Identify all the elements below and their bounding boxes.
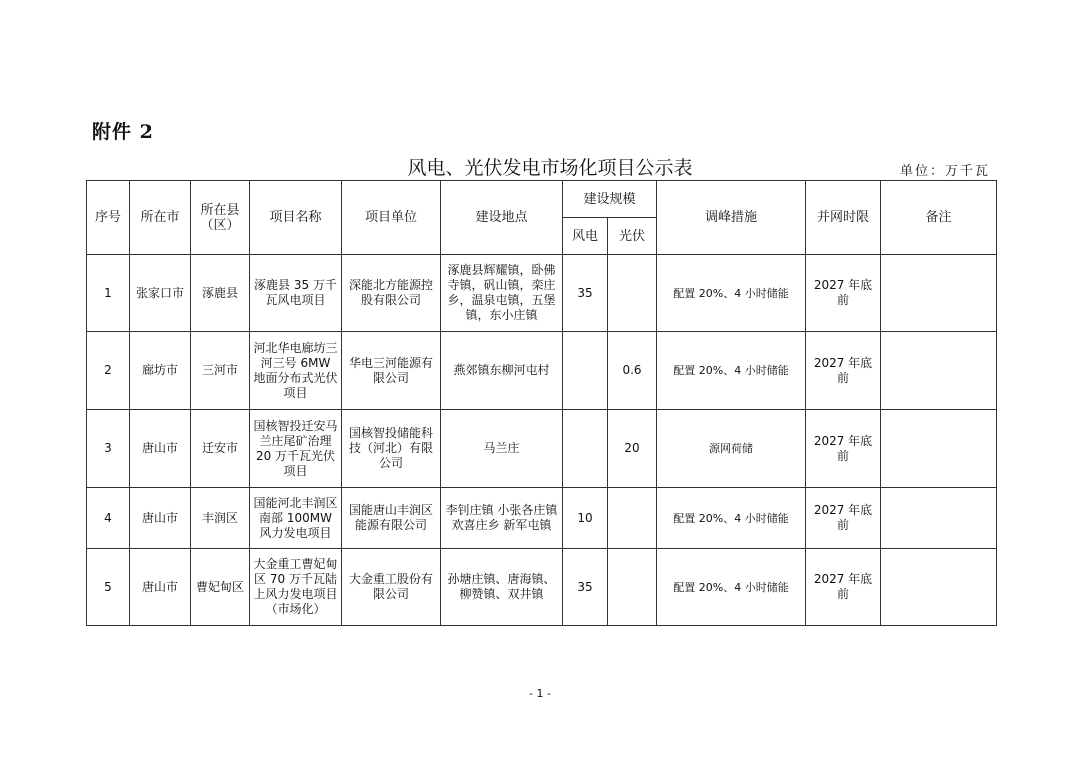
table-row (87, 410, 997, 488)
cell-city: 廊坊市 (130, 332, 191, 410)
cell-location: 燕郊镇东柳河屯村 (441, 332, 563, 410)
cell-remark (881, 332, 997, 410)
cell-remark (881, 549, 997, 626)
cell-seq: 5 (87, 549, 130, 626)
cell-solar (608, 255, 657, 332)
header-seq: 序号 (87, 181, 130, 255)
cell-solar: 20 (608, 410, 657, 488)
cell-company: 大金重工股份有限公司 (342, 549, 441, 626)
cell-grid-deadline: 2027 年底前 (806, 410, 881, 488)
cell-seq: 4 (87, 488, 130, 549)
cell-remark (881, 255, 997, 332)
cell-wind: 35 (563, 549, 608, 626)
cell-grid-deadline: 2027 年底前 (806, 332, 881, 410)
cell-grid-deadline: 2027 年底前 (806, 255, 881, 332)
cell-peak-measures: 配置 20%、4 小时储能 (657, 488, 806, 549)
cell-remark (881, 488, 997, 549)
header-location: 建设地点 (441, 181, 563, 255)
unit-label: 单位：万千瓦 (899, 164, 990, 179)
cell-wind: 10 (563, 488, 608, 549)
cell-peak-measures: 配置 20%、4 小时储能 (657, 332, 806, 410)
cell-company: 深能北方能源控股有限公司 (342, 255, 441, 332)
cell-solar (608, 488, 657, 549)
header-grid-deadline: 并网时限 (806, 181, 881, 255)
cell-location: 李钊庄镇 小张各庄镇 欢喜庄乡 新军屯镇 (441, 488, 563, 549)
table-row (87, 549, 997, 626)
header-peak-measures: 调峰措施 (657, 181, 806, 255)
header-scale: 建设规模 (563, 181, 657, 218)
header-solar: 光伏 (608, 218, 657, 255)
header-remark: 备注 (881, 181, 997, 255)
header-wind: 风电 (563, 218, 608, 255)
header-city: 所在市 (130, 181, 191, 255)
attachment-label: 附件 2 (92, 121, 154, 143)
cell-seq: 1 (87, 255, 130, 332)
cell-peak-measures: 配置 20%、4 小时储能 (657, 549, 806, 626)
cell-peak-measures: 源网荷储 (657, 410, 806, 488)
cell-city: 唐山市 (130, 549, 191, 626)
header-company: 项目单位 (342, 181, 441, 255)
cell-project-name: 河北华电廊坊三河三号 6MW 地面分布式光伏项目 (250, 332, 342, 410)
header-county: 所在县（区） (191, 181, 250, 255)
cell-remark (881, 410, 997, 488)
cell-county: 曹妃甸区 (191, 549, 250, 626)
cell-wind (563, 332, 608, 410)
cell-county: 迁安市 (191, 410, 250, 488)
cell-project-name: 大金重工曹妃甸区 70 万千瓦陆上风力发电项目（市场化） (250, 549, 342, 626)
project-table (86, 180, 997, 626)
table-row (87, 255, 997, 332)
cell-county: 涿鹿县 (191, 255, 250, 332)
cell-city: 唐山市 (130, 488, 191, 549)
cell-solar: 0.6 (608, 332, 657, 410)
cell-seq: 3 (87, 410, 130, 488)
page-title: 风电、光伏发电市场化项目公示表 (407, 157, 693, 179)
cell-seq: 2 (87, 332, 130, 410)
table-row (87, 332, 997, 410)
cell-location: 马兰庄 (441, 410, 563, 488)
cell-city: 张家口市 (130, 255, 191, 332)
cell-city: 唐山市 (130, 410, 191, 488)
cell-wind: 35 (563, 255, 608, 332)
cell-solar (608, 549, 657, 626)
table-row (87, 488, 997, 549)
cell-county: 三河市 (191, 332, 250, 410)
cell-county: 丰润区 (191, 488, 250, 549)
cell-grid-deadline: 2027 年底前 (806, 549, 881, 626)
cell-location: 涿鹿县辉耀镇，卧佛寺镇，矾山镇，栾庄乡，温泉屯镇，五堡镇，东小庄镇 (441, 255, 563, 332)
header-project-name: 项目名称 (250, 181, 342, 255)
page-number: - 1 - (529, 687, 551, 700)
cell-grid-deadline: 2027 年底前 (806, 488, 881, 549)
cell-project-name: 国能河北丰润区南部 100MW 风力发电项目 (250, 488, 342, 549)
cell-company: 国能唐山丰润区能源有限公司 (342, 488, 441, 549)
cell-company: 国核智投储能科技（河北）有限公司 (342, 410, 441, 488)
cell-wind (563, 410, 608, 488)
cell-company: 华电三河能源有限公司 (342, 332, 441, 410)
cell-project-name: 国核智投迁安马兰庄尾矿治理 20 万千瓦光伏项目 (250, 410, 342, 488)
cell-project-name: 涿鹿县 35 万千瓦风电项目 (250, 255, 342, 332)
cell-location: 孙塘庄镇、唐海镇、柳赞镇、双井镇 (441, 549, 563, 626)
cell-peak-measures: 配置 20%、4 小时储能 (657, 255, 806, 332)
